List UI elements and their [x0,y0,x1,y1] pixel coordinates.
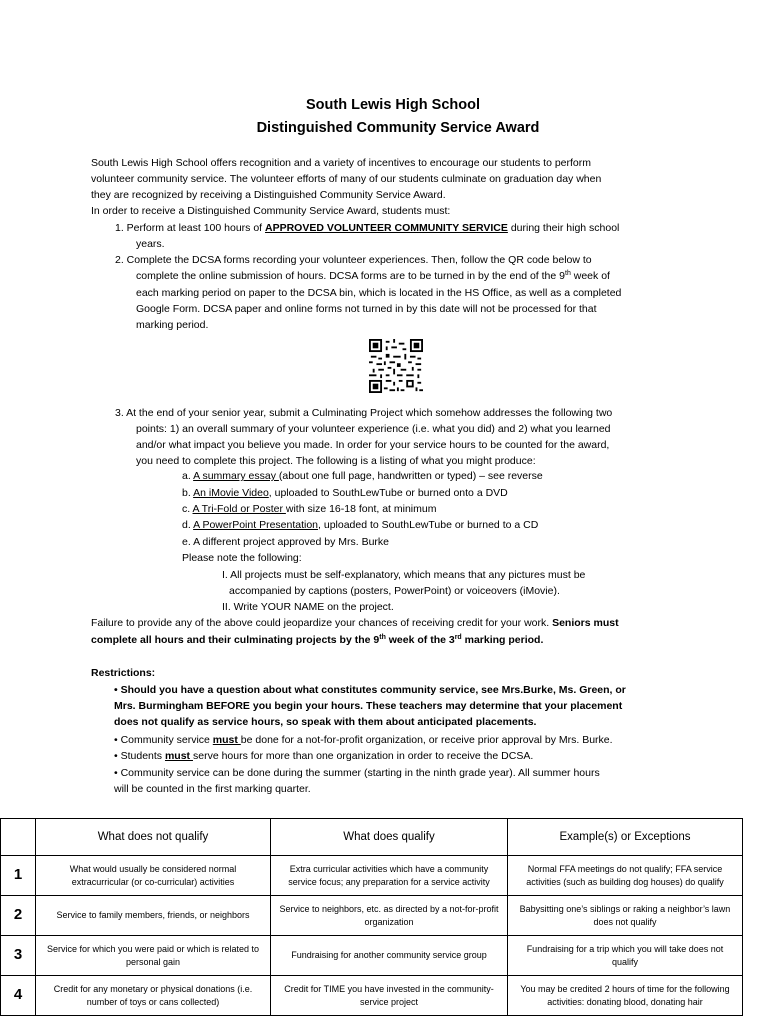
requirement-3-line-2: points: 1) an overall summary of your volunteer experience (i.e. what you did) and 2) what you learned [136,423,611,435]
option-a-link: A summary essay [193,470,279,482]
table-row [1,896,743,936]
table-header-row [1,819,743,856]
row-number: 4 [1,976,36,1016]
option-a [182,468,543,484]
requirement-3-line-4: you need to complete this project. The following is a listing of what you might produce: [136,455,536,467]
note-i-line-2: accompanied by captions (posters, PowerPoint) or voiceovers (iMovie). [229,585,560,597]
intro-line-1: South Lewis High School offers recognition and a variety of incentives to encourage our students to perform [91,157,592,169]
r3-must: must [164,750,193,762]
req2-l2a: complete the online submission of hours. DCSA forms are to be turned in by the end of the 9 [136,270,565,282]
note-ii: II. Write YOUR NAME on the project. [222,601,394,613]
restriction-3 [114,748,533,764]
r3-b: serve hours for more than one organization in order to receive the DCSA. [192,750,534,762]
table-cell: Credit for TIME you have invested in the community-service project [271,976,508,1016]
restriction-1-line-1: • Should you have a question about what constitutes community service, see Mrs.Burke, Ms. Green, or [114,684,626,696]
failure-sup2: rd [454,634,462,641]
failure-sup1: th [379,634,386,641]
restriction-1-line-3: does not qualify as service hours, so speak with them about anticipated placements. [114,716,537,728]
restrictions-heading: Restrictions: [91,667,156,679]
r2-b: be done for a not-for-profit organization, or receive prior approval by Mrs. Burke. [240,734,613,746]
qr-code-icon[interactable] [369,339,423,393]
requirement-2-line-5: marking period. [136,319,209,331]
table-header [1,819,36,856]
table-cell: Babysitting one’s siblings or raking a neighbor’s lawn does not qualify [508,896,743,936]
table-cell: Normal FFA meetings do not qualify; FFA service activities (such as building dog houses) do qualify [508,856,743,896]
restriction-4-line-1: • Community service can be done during the summer (starting in the ninth grade year). All summer hours [114,767,600,779]
option-b-pre: b. [182,487,194,499]
failure-bold: Seniors must [552,617,619,629]
requirement-3-line-1: 3. At the end of your senior year, submit a Culminating Project which somehow addresses the following two [115,407,613,419]
option-d-pre: d. [182,519,194,531]
table-cell: Extra curricular activities which have a community service focus; any preparation for a service activity [271,856,508,896]
note-i-line-1: I. All projects must be self-explanatory, which means that any pictures must be [222,569,586,581]
failure-line-1 [91,615,619,631]
row-number: 1 [1,856,36,896]
option-d-link: A PowerPoint Presentation [193,519,319,531]
requirement-1-cont: years. [136,238,165,250]
requirement-2-line-1: 2. Complete the DCSA forms recording your volunteer experiences. Then, follow the QR code below to [115,254,592,266]
option-a-post: (about one full page, handwritten or typed) – see reverse [278,470,543,482]
option-c-post: with size 16-18 font, at minimum [285,503,437,515]
table-cell: You may be credited 2 hours of time for the following activities: donating blood, donating hair [508,976,743,1016]
req1-emphasis: APPROVED VOLUNTEER COMMUNITY SERVICE [265,222,508,234]
row-number: 3 [1,936,36,976]
r3-a: • Students [114,750,165,762]
failure-text: Failure to provide any of the above could jeopardize your chances of receiving credit for your work. [91,617,553,629]
req2-sup: th [565,270,571,277]
failure-line-2 [91,632,543,648]
table-cell: Service for which you were paid or which is related to personal gain [36,936,271,976]
table-row [1,936,743,976]
table-row [1,976,743,1016]
restriction-4-line-2: will be counted in the first marking quarter. [114,783,311,795]
award-title: Distinguished Community Service Award [256,120,540,136]
school-title: South Lewis High School [306,97,480,113]
table-cell: Fundraising for another community service group [271,936,508,976]
qualification-table [0,818,743,1016]
r2-a: • Community service [114,734,213,746]
intro-line-4: In order to receive a Distinguished Community Service Award, students must: [91,205,451,217]
option-b-link: An iMovie Video [193,487,269,499]
row-number: 2 [1,896,36,936]
option-a-pre: a. [182,470,194,482]
option-c-link: A Tri-Fold or Poster [192,503,286,515]
option-b [182,485,508,501]
requirement-2-line-2 [136,268,610,284]
option-d-post: , uploaded to SouthLewTube or burned to a CD [318,519,539,531]
option-c [182,501,436,517]
document-header [0,94,770,140]
table-header: What does qualify [271,819,508,856]
table-cell: Fundraising for a trip which you will take does not qualify [508,936,743,976]
table-header: Example(s) or Exceptions [508,819,743,856]
option-b-post: , uploaded to SouthLewTube or burned onto a DVD [268,487,508,499]
table-cell: Service to neighbors, etc. as directed by a not-for-profit organization [271,896,508,936]
note-heading: Please note the following: [182,552,302,564]
option-c-pre: c. [182,503,193,515]
option-e: e. A different project approved by Mrs. Burke [182,536,390,548]
requirement-3-line-3: and/or what impact you believe you made. In order for your service hours to be counted for the award, [136,439,610,451]
req1-text-c: during their high school [507,222,620,234]
requirement-2-line-3: each marking period on paper to the DCSA bin, which is located in the HS Office, as well as a completed [136,287,622,299]
table-cell: Credit for any monetary or physical donations (i.e. number of toys or cans collected) [36,976,271,1016]
intro-line-3: they are recognized by receiving a Distinguished Community Service Award. [91,189,446,201]
table-header: What does not qualify [36,819,271,856]
failure-c: complete all hours and their culminating projects by the 9 [91,634,380,646]
failure-e: marking period. [461,634,544,646]
intro-line-2: volunteer community service. The volunteer efforts of many of our students culminate on graduation day when [91,173,602,185]
restriction-1-line-2: Mrs. Burmingham BEFORE you begin your hours. These teachers may determine that your placement [114,700,623,712]
req2-l2b: week of [570,270,610,282]
restriction-2 [114,732,613,748]
r2-must: must [212,734,241,746]
requirement-2-line-4: Google Form. DCSA paper and online forms not turned in by this date will not be processed for that [136,303,597,315]
failure-d: week of the 3 [385,634,455,646]
table-cell: What would usually be considered normal extracurricular (or co-curricular) activities [36,856,271,896]
requirement-1 [115,220,619,236]
table-row [1,856,743,896]
option-d [182,517,538,533]
table-cell: Service to family members, friends, or neighbors [36,896,271,936]
req1-text-a: 1. Perform at least 100 hours of [115,222,265,234]
